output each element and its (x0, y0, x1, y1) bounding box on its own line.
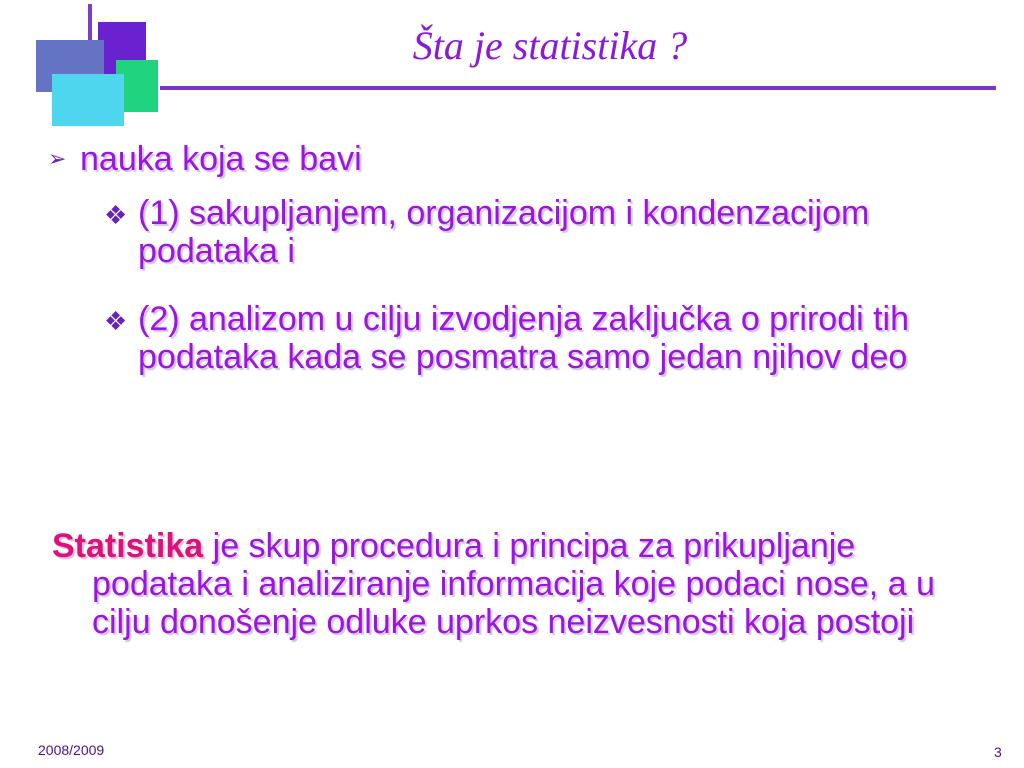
sub-bullet-text: (1) sakupljanjem, organizacijom i kondenzacijom podataka i (138, 194, 870, 270)
sub-bullet-2 (104, 300, 958, 376)
diamond-bullet-icon: ❖ (104, 200, 128, 230)
decorative-logo (36, 0, 166, 130)
arrow-bullet-icon: ➢ (48, 146, 67, 171)
footer-date: 2008/2009 (38, 742, 105, 758)
slide-title: Šta je statistika ? (412, 23, 688, 68)
sub-bullet-text: (2) analizom u cilju izvodjenja zaključka o prirodi tih podataka kada se posmatra samo jedan njihov deo (138, 300, 910, 376)
sub-bullet-1 (104, 194, 958, 270)
definition-paragraph (52, 527, 972, 641)
definition-text: je skup procedura i principa za prikupljanje podataka i analiziranje informacija koje podaci nose, a u cilju donošenje odluke uprkos neizvesnosti koja postoji (92, 527, 935, 641)
title-underline (160, 86, 996, 90)
main-bullet-text: nauka koja se bavi (80, 140, 362, 178)
deco-square-cyan (52, 74, 124, 126)
diamond-bullet-icon: ❖ (104, 306, 128, 336)
page-number: 3 (994, 744, 1002, 760)
definition-term: Statistika (52, 527, 204, 565)
main-bullet (48, 140, 362, 178)
